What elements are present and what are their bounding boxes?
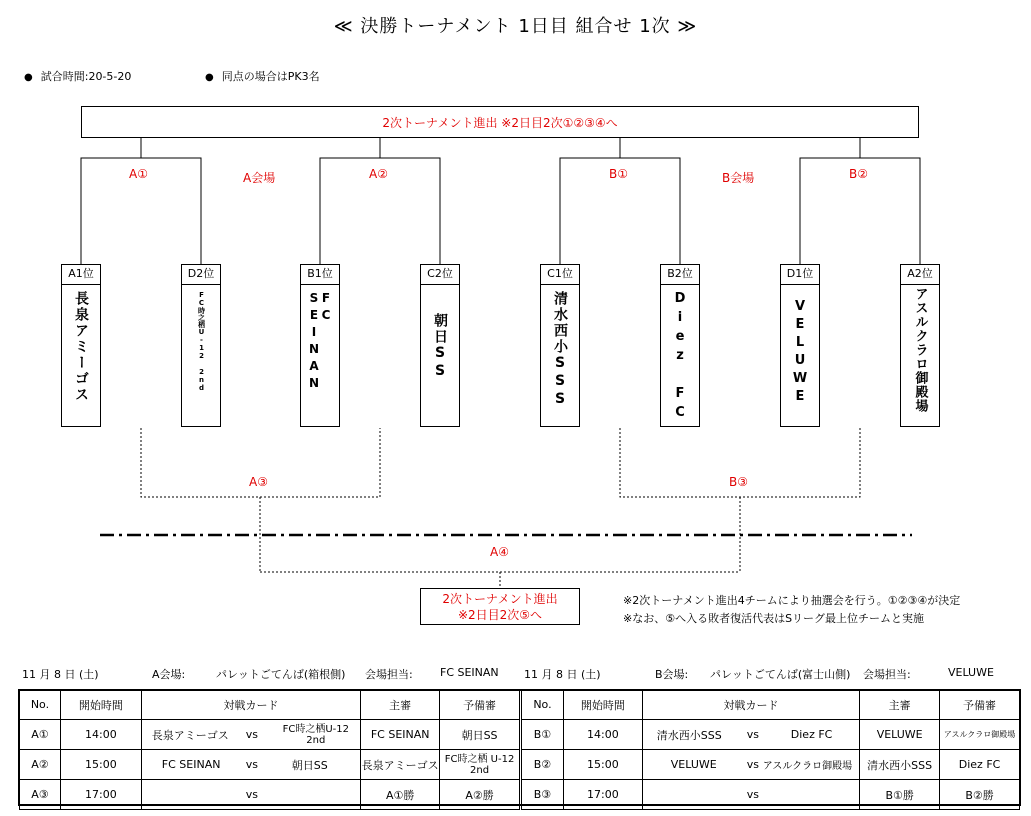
team-rank: A1位	[62, 265, 100, 285]
table-row	[20, 780, 520, 810]
match-label-a4: A④	[490, 545, 509, 559]
referee: VELUWE	[860, 720, 940, 750]
match-card	[642, 720, 859, 750]
vs-label: vs	[245, 788, 259, 801]
match-no: B③	[522, 780, 564, 810]
match-label-a2: A②	[369, 167, 388, 181]
header-time: 開始時間	[563, 690, 642, 720]
table-row	[522, 780, 1020, 810]
match-no: A①	[20, 720, 61, 750]
sub-referee: A②勝	[440, 780, 520, 810]
schedule-b-manager: VELUWE	[948, 666, 994, 679]
away-team: Diez FC	[790, 728, 833, 741]
team-box-a1	[61, 264, 101, 427]
team-name: Diez FC	[672, 291, 688, 424]
home-team: FC SEINAN	[161, 758, 221, 771]
schedule-table-b	[521, 689, 1020, 810]
match-no: A②	[20, 750, 61, 780]
team-box-c2	[420, 264, 460, 427]
table-header-row	[522, 690, 1020, 720]
vs-label: vs	[245, 728, 259, 741]
team-box-b1	[300, 264, 340, 427]
sub-referee: Diez FC	[940, 750, 1020, 780]
match-time-text: 試合時間:20-5-20	[40, 70, 132, 83]
match-card	[642, 780, 859, 810]
revival-note: ※なお、⑤へ入る敗者復活代表はSリーグ最上位チームと実施	[623, 612, 925, 625]
header-ref: 主審	[860, 690, 940, 720]
header-sub: 予備審	[440, 690, 520, 720]
match-label-b2: B②	[849, 167, 868, 181]
bullet-icon: ●	[205, 72, 214, 83]
team-name: 長泉アミーゴス	[73, 291, 89, 403]
team-name: FC SEINAN	[307, 291, 333, 393]
team-rank: D2位	[182, 265, 220, 285]
referee: 長泉アミーゴス	[361, 750, 440, 780]
schedule-a-date: 11 月 8 日 (土)	[22, 668, 99, 681]
away-team: FC時之栖U-12 2nd	[282, 723, 349, 746]
advance-box: 2次トーナメント進出 ※2日目2次①②③④へ	[81, 106, 919, 138]
header-card: 対戦カード	[642, 690, 859, 720]
sub-referee: 朝日SS	[440, 720, 520, 750]
match-no: A③	[20, 780, 61, 810]
sub-referee: アスルクラロ御殿場	[940, 720, 1020, 750]
header-no: No.	[522, 690, 564, 720]
schedule-a-venue-label: A会場:	[152, 668, 186, 681]
team-rank: D1位	[781, 265, 819, 285]
team-rank: B2位	[661, 265, 699, 285]
header-no: No.	[20, 690, 61, 720]
team-name: アスルクラロ御殿場	[912, 287, 928, 413]
table-row	[522, 750, 1020, 780]
away-team: アスルクラロ御殿場	[762, 761, 853, 772]
team-name: VELUWE	[792, 299, 808, 407]
match-card	[642, 750, 859, 780]
team-box-c1	[540, 264, 580, 427]
referee: B①勝	[860, 780, 940, 810]
away-team: 朝日SS	[291, 758, 328, 772]
pk-text: 同点の場合はPK3名	[221, 70, 320, 83]
match-time: 17:00	[563, 780, 642, 810]
team-rank: C1位	[541, 265, 579, 285]
home-team: 長泉アミーゴス	[151, 728, 229, 742]
match-card	[141, 780, 360, 810]
team-rank: A2位	[901, 265, 939, 285]
team-box-d1	[780, 264, 820, 427]
schedule-a-venue: パレットごてんば(箱根側)	[216, 668, 346, 681]
sub-referee: B②勝	[940, 780, 1020, 810]
match-label-a3: A③	[249, 475, 268, 489]
header-ref: 主審	[361, 690, 440, 720]
team-rank: B1位	[301, 265, 339, 285]
match-time: 17:00	[60, 780, 141, 810]
page-title: ≪ 決勝トーナメント 1日目 組合せ 1次 ≫	[333, 16, 698, 37]
bullet-icon: ●	[24, 72, 33, 83]
match-time: 15:00	[60, 750, 141, 780]
venue-label-b: B会場	[722, 171, 755, 185]
team-name: 清水西小SSS	[552, 291, 568, 409]
schedule-b-venue-label: B会場:	[655, 668, 689, 681]
lottery-note: ※2次トーナメント進出4チームにより抽選会を行う。①②③④が決定	[623, 594, 961, 607]
vs-label: vs	[245, 758, 259, 771]
vs-label: vs	[746, 758, 760, 771]
match-no: B②	[522, 750, 564, 780]
referee: FC SEINAN	[361, 720, 440, 750]
team-box-d2	[181, 264, 221, 427]
match-label-a1: A①	[129, 167, 148, 181]
match-card	[141, 720, 360, 750]
table-row	[522, 720, 1020, 750]
schedule-a-manager-label: 会場担当:	[365, 668, 413, 681]
team-rank: C2位	[421, 265, 459, 285]
team-box-b2	[660, 264, 700, 427]
header-sub: 予備審	[940, 690, 1020, 720]
sub-referee: FC時之栖 U-12 2nd	[440, 750, 520, 780]
schedule-b-venue: パレットごてんば(富士山側)	[710, 668, 851, 681]
team-box-a2	[900, 264, 940, 427]
schedule-a-manager: FC SEINAN	[440, 666, 499, 679]
final-advance-line1: 2次トーナメント進出	[442, 592, 558, 606]
header-time: 開始時間	[60, 690, 141, 720]
match-label-b3: B③	[729, 475, 748, 489]
referee: A①勝	[361, 780, 440, 810]
home-team: 清水西小SSS	[656, 728, 722, 742]
match-time: 14:00	[563, 720, 642, 750]
schedule-b-manager-label: 会場担当:	[863, 668, 911, 681]
final-advance-box	[420, 588, 580, 625]
match-label-b1: B①	[609, 167, 628, 181]
table-row	[20, 750, 520, 780]
team-name: FC時之栖U-12 2nd	[197, 291, 206, 392]
header-card: 対戦カード	[141, 690, 360, 720]
vs-label: vs	[746, 788, 760, 801]
final-advance-line2: ※2日目2次⑤へ	[457, 608, 543, 622]
schedule-table-a	[19, 689, 520, 810]
match-card	[141, 750, 360, 780]
match-no: B①	[522, 720, 564, 750]
referee: 清水西小SSS	[860, 750, 940, 780]
team-name: 朝日SS	[432, 313, 448, 381]
table-row	[20, 720, 520, 750]
table-header-row	[20, 690, 520, 720]
vs-label: vs	[746, 728, 760, 741]
match-time: 15:00	[563, 750, 642, 780]
home-team: VELUWE	[670, 758, 717, 771]
match-time: 14:00	[60, 720, 141, 750]
schedule-b-date: 11 月 8 日 (土)	[524, 668, 601, 681]
venue-label-a: A会場	[243, 171, 276, 185]
